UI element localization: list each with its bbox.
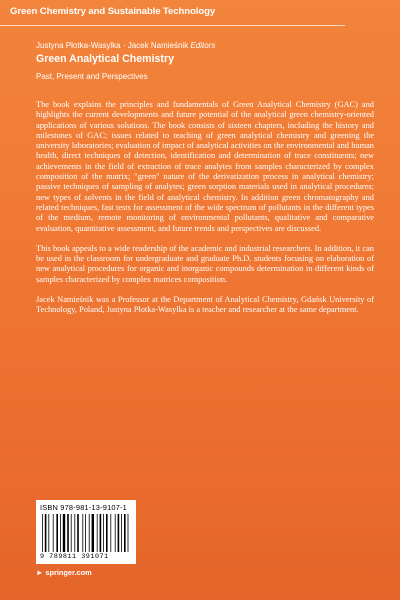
barcode-bar (56, 514, 58, 552)
blurb (36, 100, 374, 326)
barcode-bar (128, 514, 129, 552)
barcode-bar (45, 514, 47, 552)
editors-line (36, 41, 215, 50)
barcode-bar (110, 514, 111, 552)
barcode-bar (92, 514, 94, 552)
barcode-bar (115, 514, 116, 552)
barcode-bar (100, 514, 102, 552)
header-rule (0, 25, 345, 26)
blurb-paragraph-audience: This book appeals to a wide readership of the academic and industrial researchers. In addition, it can be used in the classroom for undergraduate and graduate Ph.D. students focusing on elaboration of new analytical procedures for organic and inorganic compounds determination in different kinds of samples characterized by complex matrices composition. (36, 243, 374, 284)
isbn-number: ISBN 978-981-13-9107-1 (40, 503, 127, 512)
editor-names: Justyna Płotka-Wasylka · Jacek Namieśnik (36, 41, 189, 50)
barcode-bar (77, 514, 79, 552)
barcode-bar (118, 514, 120, 552)
barcode-bar (106, 514, 108, 552)
barcode-graphic (40, 514, 132, 552)
barcode-bar (48, 514, 49, 552)
arrow-icon: ► (36, 568, 44, 577)
book-title: Green Analytical Chemistry (36, 53, 174, 65)
barcode-bar (67, 514, 69, 552)
barcode-bar (60, 514, 61, 552)
ean-digits: 9 789811 391071 (40, 553, 109, 561)
barcode-bar (103, 514, 104, 552)
barcode-bar (71, 514, 72, 552)
barcode-bar (85, 514, 86, 552)
blurb-paragraph-authors: Jacek Namieśnik was a Professor at the Department of Analytical Chemistry, Gdańsk University of Technology, Poland, Justyna Płotka-Wasylka is a teacher and researcher at the same department. (36, 295, 374, 315)
barcode-bar (97, 514, 98, 552)
isbn-barcode (36, 500, 136, 564)
book-subtitle: Past, Present and Perspectives (36, 72, 148, 81)
editors-role: Editors (190, 41, 216, 50)
blurb-paragraph-description: The book explains the principles and fundamentals of Green Analytical Chemistry (GAC) and highlights the current developments and future potential of the analytical green chemistry-oriented applications of various solutions. The book consists of sixteen chapters, including the history and milestones of GAC; issues related to teaching of green analytical chemistry and greening the university laboratories; evaluation of impact of analytical activities on the environmental and human health, direct techniques of detection, identification and determination of trace constituents; new achievements in the field of extraction of trace analytes from samples characterized by complex composition of the matrix; "green" nature of the derivatization process in analytical chemistry; passive techniques of sampling of analytes; green sorption materials used in analytical procedures; new types of solvents in the field of analytical chemistry. In addition green chromatography and related techniques, fast tests for assessment of the wide spectrum of pollutants in the different types of the medium, remote monitoring of environmental pollutants, qualitative and comparative evaluation, quantitative assessment, and future trends and perspectives are discussed. (36, 100, 374, 233)
barcode-bar (63, 514, 65, 552)
publisher-website (36, 568, 92, 577)
series-title: Green Chemistry and Sustainable Technology (10, 6, 216, 17)
barcode-bar (53, 514, 54, 552)
barcode-bar (124, 514, 126, 552)
barcode-bar (89, 514, 90, 552)
barcode-bar (74, 514, 75, 552)
barcode-bar (82, 514, 83, 552)
website-text: springer.com (45, 568, 92, 577)
barcode-bar (121, 514, 122, 552)
barcode-bar (42, 514, 43, 552)
